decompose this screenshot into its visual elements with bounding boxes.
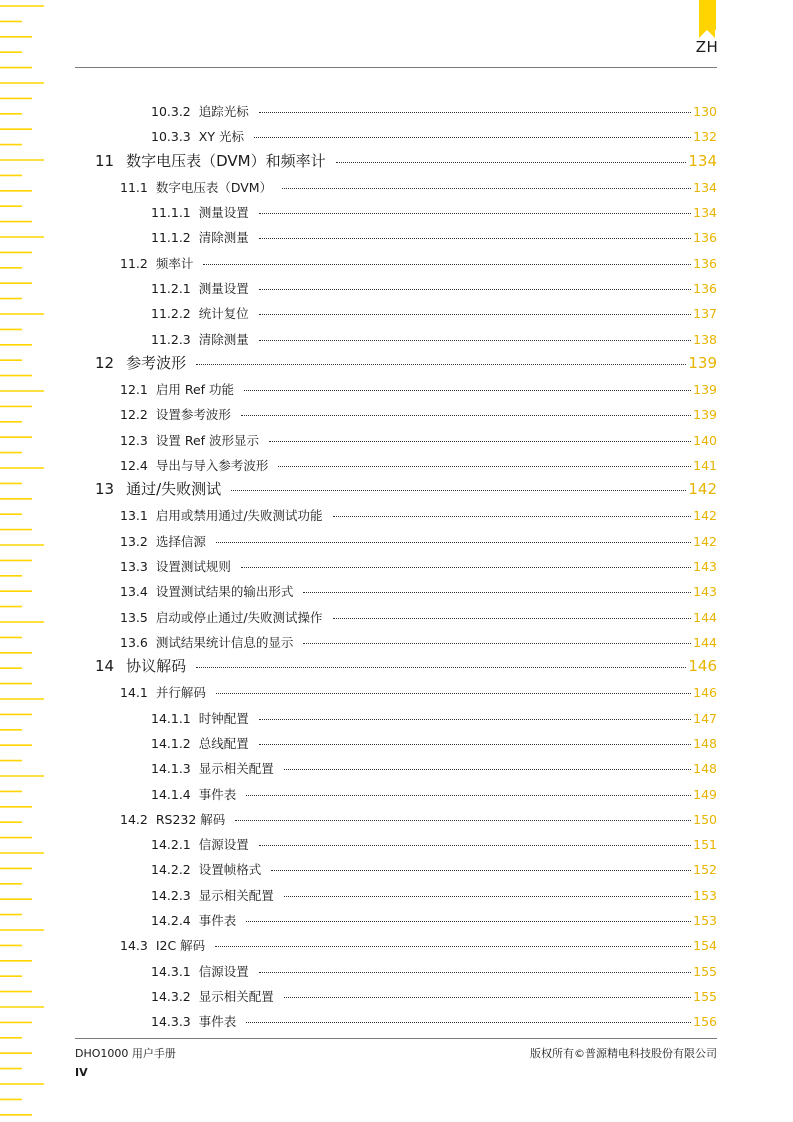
toc-entry-number: 10.3.3 (151, 129, 191, 145)
toc-entry[interactable] (120, 557, 717, 575)
toc-dot-leader (284, 769, 691, 770)
toc-dot-leader (333, 618, 692, 619)
toc-dot-leader (259, 340, 691, 341)
toc-dot-leader (259, 719, 691, 720)
toc-dot-leader (333, 516, 692, 517)
toc-entry[interactable] (151, 1012, 717, 1030)
toc-dot-leader (259, 744, 691, 745)
toc-dot-leader (303, 643, 691, 644)
toc-entry-title: 数字电压表（DVM） (155, 179, 273, 195)
toc-dot-leader (246, 795, 691, 796)
toc-entry-page-number[interactable]: 143 (693, 559, 717, 575)
toc-entry[interactable] (151, 102, 717, 120)
toc-entry-title: 设置 Ref 波形显示 (155, 432, 260, 448)
toc-entry[interactable] (151, 911, 717, 929)
toc-entry-number: 11.2.2 (151, 306, 191, 322)
toc-entry-page-number[interactable]: 155 (693, 988, 717, 1004)
toc-entry-page-number[interactable]: 150 (693, 811, 717, 827)
toc-entry-number: 14.1.3 (151, 761, 191, 777)
toc-entry-title: XY 光标 (198, 129, 244, 145)
toc-dot-leader (246, 921, 691, 922)
toc-entry-title: 统计复位 (198, 306, 249, 322)
toc-entry-page-number[interactable]: 155 (693, 963, 717, 979)
toc-entry-title: 事件表 (198, 786, 237, 802)
toc-entry-title: 设置参考波形 (155, 407, 231, 423)
toc-entry[interactable] (151, 709, 717, 727)
toc-dot-leader (259, 238, 691, 239)
toc-dot-leader (241, 415, 691, 416)
toc-entry-page-number[interactable]: 144 (693, 609, 717, 625)
toc-dot-leader (259, 112, 691, 113)
toc-entry[interactable] (151, 987, 717, 1005)
toc-entry[interactable] (95, 478, 717, 499)
toc-entry-title: 协议解码 (126, 657, 187, 676)
language-tab-marker (699, 0, 716, 30)
toc-entry[interactable] (151, 860, 717, 878)
toc-entry[interactable] (151, 759, 717, 777)
toc-dot-leader (235, 820, 691, 821)
toc-entry-number: 11.2.3 (151, 331, 191, 347)
toc-entry[interactable] (120, 178, 717, 196)
toc-entry-title: 测量设置 (198, 205, 249, 221)
toc-entry-title: 通过/失败测试 (126, 480, 222, 499)
toc-dot-leader (231, 490, 686, 491)
toc-entry[interactable] (120, 633, 717, 651)
toc-entry-title: 设置测试规则 (155, 559, 231, 575)
toc-entry-number: 11 (95, 151, 115, 170)
footer-rule (75, 1038, 717, 1039)
toc-entry[interactable] (120, 683, 717, 701)
toc-dot-leader (246, 1022, 691, 1023)
toc-entry-page-number[interactable]: 147 (693, 710, 717, 726)
toc-entry-page-number[interactable]: 144 (693, 634, 717, 650)
toc-entry-number: 11.2.1 (151, 280, 191, 296)
toc-entry-number: 14.2 (120, 811, 148, 827)
toc-entry-page-number[interactable]: 148 (693, 736, 717, 751)
language-label: ZH (695, 38, 719, 56)
toc-entry[interactable] (120, 506, 717, 524)
toc-entry-page-number[interactable]: 136 (693, 255, 717, 271)
toc-entry[interactable] (151, 228, 717, 246)
toc-entry-page-number[interactable]: 143 (693, 584, 717, 600)
toc-entry-number: 13 (95, 480, 115, 499)
toc-entry-title: 设置测试结果的输出形式 (155, 584, 294, 600)
footer-doc-title: DHO1000 用户手册 (75, 1047, 176, 1060)
toc-entry[interactable] (151, 304, 717, 322)
toc-dot-leader (259, 845, 691, 846)
toc-entry[interactable] (151, 962, 717, 980)
toc-entry[interactable] (120, 936, 717, 954)
toc-entry-page-number[interactable]: 136 (693, 280, 717, 296)
toc-entry[interactable] (120, 405, 717, 423)
toc-entry-number: 14.1.4 (151, 786, 191, 802)
toc-entry-number: 12.1 (120, 382, 148, 398)
toc-entry-number: 12.4 (120, 457, 148, 473)
toc-entry-number: 14.3.2 (151, 988, 191, 1004)
toc-entry-title: 事件表 (198, 912, 237, 928)
toc-entry-number: 13.2 (120, 533, 148, 549)
toc-entry-page-number[interactable]: 146 (688, 657, 717, 676)
toc-entry-title: RS232 解码 (155, 811, 226, 827)
toc-entry[interactable] (120, 431, 717, 449)
toc-entry-title: 启用或禁用通过/失败测试功能 (155, 508, 323, 524)
toc-entry-number: 13.4 (120, 584, 148, 600)
toc-entry-page-number[interactable]: 134 (693, 205, 717, 221)
toc-entry[interactable] (151, 886, 717, 904)
toc-dot-leader (216, 693, 691, 694)
toc-dot-leader (259, 289, 691, 290)
toc-entry-page-number[interactable]: 140 (693, 432, 717, 448)
toc-entry-page-number[interactable]: 153 (693, 887, 717, 903)
toc-entry-title: 信源设置 (198, 837, 249, 853)
toc-entry[interactable] (120, 456, 717, 474)
toc-entry[interactable] (95, 352, 717, 373)
toc-dot-leader (269, 441, 691, 442)
toc-entry-page-number[interactable]: 137 (693, 306, 717, 322)
toc-entry-page-number[interactable]: 132 (693, 129, 717, 145)
toc-entry[interactable] (151, 330, 717, 348)
toc-dot-leader (196, 364, 686, 365)
toc-entry-title: 测量设置 (198, 280, 249, 296)
toc-dot-leader (254, 137, 691, 138)
toc-entry-title: 显示相关配置 (198, 988, 274, 1004)
toc-entry-page-number[interactable]: 134 (688, 151, 717, 170)
toc-entry-page-number[interactable]: 134 (693, 179, 717, 195)
toc-dot-leader (284, 896, 691, 897)
toc-entry-title: 清除测量 (198, 331, 249, 347)
toc-entry-number: 11.1.2 (151, 230, 191, 246)
toc-entry-page-number[interactable]: 142 (693, 508, 717, 524)
toc-entry[interactable] (120, 532, 717, 550)
toc-entry-number: 12.3 (120, 432, 148, 448)
toc-entry-page-number[interactable]: 154 (693, 938, 717, 954)
toc-entry-title: 设置帧格式 (198, 862, 262, 878)
toc-dot-leader (282, 188, 691, 189)
toc-dot-leader (278, 466, 691, 467)
toc-entry-title: 追踪光标 (198, 104, 249, 119)
toc-entry-title: 信源设置 (198, 963, 249, 979)
toc-entry-page-number[interactable]: 130 (693, 104, 717, 119)
toc-entry[interactable] (95, 150, 717, 171)
toc-entry-page-number[interactable]: 153 (693, 912, 717, 928)
toc-entry-page-number[interactable]: 151 (693, 837, 717, 853)
toc-entry-title: 显示相关配置 (198, 761, 274, 777)
toc-entry-title: 事件表 (198, 1014, 237, 1030)
toc-entry-number: 10.3.2 (151, 104, 191, 119)
toc-dot-leader (259, 213, 691, 214)
toc-entry-page-number[interactable]: 156 (693, 1014, 717, 1030)
toc-entry-title: 总线配置 (198, 736, 249, 751)
toc-entry-number: 14.1.1 (151, 710, 191, 726)
toc-entry-title: 数字电压表（DVM）和频率计 (126, 151, 326, 170)
toc-entry-page-number[interactable]: 149 (693, 786, 717, 802)
toc-entry-title: 频率计 (155, 255, 194, 271)
toc-entry-title: 选择信源 (155, 533, 206, 549)
footer-page-number: IV (75, 1066, 88, 1079)
toc-entry-number: 14.3.1 (151, 963, 191, 979)
toc-entry[interactable] (151, 203, 717, 221)
toc-dot-leader (284, 997, 691, 998)
toc-entry[interactable] (151, 785, 717, 803)
toc-dot-leader (244, 390, 691, 391)
toc-entry-number: 13.5 (120, 609, 148, 625)
toc-entry-title: 测试结果统计信息的显示 (155, 634, 294, 650)
toc-entry[interactable] (120, 608, 717, 626)
toc-entry-number: 13.1 (120, 508, 148, 524)
toc-entry-number: 14.3.3 (151, 1014, 191, 1030)
toc-entry[interactable] (151, 127, 717, 145)
toc-entry-title: 显示相关配置 (198, 887, 274, 903)
toc-entry-number: 11.1 (120, 179, 148, 195)
toc-entry-number: 14.2.1 (151, 837, 191, 853)
toc-entry-page-number[interactable]: 139 (688, 353, 717, 372)
toc-entry-title: 时钟配置 (198, 710, 249, 726)
toc-dot-leader (203, 264, 691, 265)
toc-entry-title: 启用 Ref 功能 (155, 382, 235, 398)
toc-entry-page-number[interactable]: 138 (693, 331, 717, 347)
toc-dot-leader (241, 567, 691, 568)
toc-entry-number: 13.3 (120, 559, 148, 575)
header-rule (75, 67, 717, 68)
toc-dot-leader (259, 314, 691, 315)
toc-dot-leader (259, 972, 691, 973)
toc-entry-title: 清除测量 (198, 230, 249, 246)
toc-dot-leader (215, 946, 691, 947)
toc-entry[interactable] (95, 655, 717, 676)
toc-entry-page-number[interactable]: 139 (693, 407, 717, 423)
toc-entry[interactable] (151, 835, 717, 853)
toc-entry-page-number[interactable]: 148 (693, 761, 717, 777)
toc-entry-title: 启动或停止通过/失败测试操作 (155, 609, 323, 625)
toc-entry-title: 并行解码 (155, 685, 206, 701)
toc-entry[interactable] (120, 254, 717, 272)
toc-entry-number: 14.1.2 (151, 736, 191, 751)
toc-entry[interactable] (151, 734, 717, 752)
toc-entry-page-number[interactable]: 136 (693, 230, 717, 246)
toc-entry-number: 11.1.1 (151, 205, 191, 221)
toc-entry-number: 14.2.2 (151, 862, 191, 878)
toc-entry-page-number[interactable]: 142 (688, 480, 717, 499)
toc-entry-page-number[interactable]: 139 (693, 382, 717, 398)
edge-tick-marks (0, 0, 48, 1122)
toc-entry[interactable] (120, 380, 717, 398)
toc-entry-title: 导出与导入参考波形 (155, 457, 269, 473)
toc-entry[interactable] (151, 279, 717, 297)
toc-entry[interactable] (120, 810, 717, 828)
toc-entry-title: I2C 解码 (155, 938, 206, 954)
toc-entry-number: 14.2.4 (151, 912, 191, 928)
footer-copyright: 版权所有©普源精电科技股份有限公司 (530, 1047, 717, 1060)
toc-entry-page-number[interactable]: 142 (693, 533, 717, 549)
toc-dot-leader (196, 667, 686, 668)
toc-entry-number: 14 (95, 657, 115, 676)
toc-entry-number: 11.2 (120, 255, 148, 271)
toc-entry-number: 14.1 (120, 685, 148, 701)
toc-entry-page-number[interactable]: 152 (693, 862, 717, 878)
toc-dot-leader (271, 870, 691, 871)
toc-entry-page-number[interactable]: 141 (693, 457, 717, 473)
toc-entry-title: 参考波形 (126, 353, 187, 372)
toc-entry-number: 13.6 (120, 634, 148, 650)
toc-entry-number: 14.3 (120, 938, 148, 954)
toc-entry[interactable] (120, 582, 717, 600)
toc-entry-number: 14.2.3 (151, 887, 191, 903)
toc-entry-number: 12.2 (120, 407, 148, 423)
toc-dot-leader (303, 592, 691, 593)
toc-entry-page-number[interactable]: 146 (693, 685, 717, 701)
toc-dot-leader (336, 162, 687, 163)
toc-entry-number: 12 (95, 353, 115, 372)
toc-dot-leader (216, 542, 691, 543)
